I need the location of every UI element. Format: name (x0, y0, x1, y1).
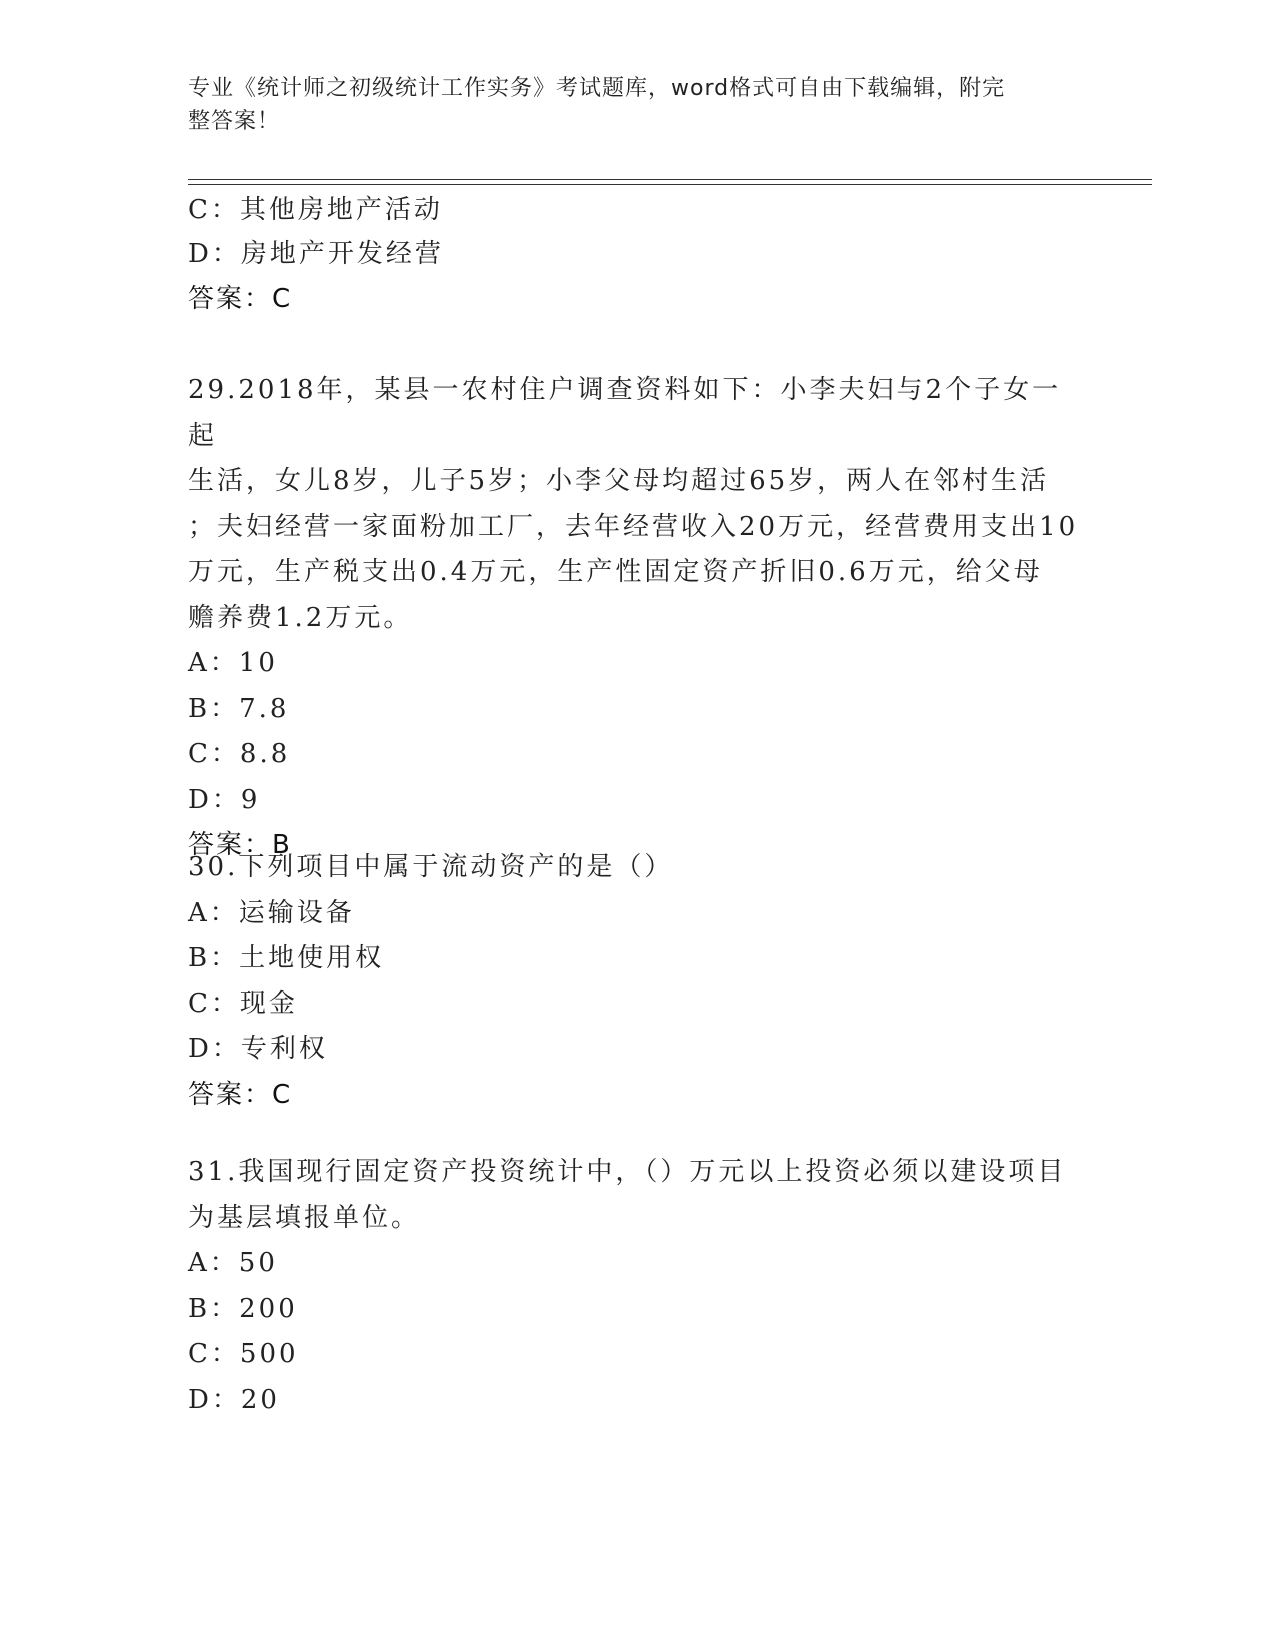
option-text: 7.8 (239, 693, 290, 724)
question-stem (188, 368, 1088, 459)
option-letter: B： (188, 1293, 240, 1324)
stem-line: 下列项目中属于流动资产的是（） (238, 852, 674, 882)
stem-line: ；夫妇经营一家面粉加工厂，去年经营收入20万元，经营费用支出10 (188, 511, 1079, 542)
option-text: 专利权 (240, 1034, 328, 1064)
question-30 (188, 845, 1088, 1118)
option-letter: A： (188, 897, 239, 928)
option-a (188, 641, 1088, 687)
option-letter: C： (188, 988, 240, 1019)
answer: 答案：C (188, 1079, 293, 1110)
option-text: 运输设备 (238, 897, 355, 928)
option-a (188, 1241, 1088, 1287)
option-text: 9 (240, 784, 261, 815)
option-letter: D： (188, 1384, 241, 1415)
option-a (188, 891, 1088, 937)
question-stem (188, 1150, 1088, 1196)
option-text: 现金 (239, 988, 298, 1019)
option-letter: C： (188, 195, 240, 225)
option-c (188, 732, 1088, 778)
option-letter: C： (188, 739, 240, 769)
option-b (188, 1287, 1088, 1333)
question-number: 31. (188, 1157, 239, 1187)
option-letter: D： (188, 239, 241, 269)
question-stem (188, 845, 1088, 891)
option-d (188, 1378, 1088, 1424)
option-letter: B： (188, 693, 240, 724)
option-text: 20 (240, 1384, 280, 1415)
option-b (188, 687, 1088, 733)
option-text: 土地使用权 (239, 943, 385, 973)
stem-line: 为基层填报单位。 (188, 1202, 421, 1233)
stem-line: 万元，生产税支出0.4万元，生产性固定资产折旧0.6万元，给父母 (188, 557, 1043, 587)
option-c (188, 1332, 1088, 1378)
question-number: 29. (188, 375, 239, 405)
option-letter: C： (188, 1339, 240, 1369)
header-divider-bottom (188, 184, 1152, 185)
option-b (188, 936, 1088, 982)
option-d (188, 778, 1088, 824)
question-29 (188, 368, 1088, 869)
option-text: 500 (239, 1339, 299, 1369)
question-number: 30. (188, 852, 239, 882)
prev-option-d (188, 239, 444, 269)
option-text: 50 (238, 1248, 278, 1278)
option-letter: A： (188, 648, 239, 678)
question-31 (188, 1150, 1088, 1423)
option-text: 房地产开发经营 (240, 239, 444, 269)
option-text: 200 (239, 1293, 298, 1324)
option-letter: D： (188, 784, 241, 815)
prev-answer: 答案：C (188, 284, 293, 314)
header-line-2: 整答案！ (188, 109, 281, 134)
option-text: 其他房地产活动 (239, 195, 443, 225)
option-c (188, 982, 1088, 1028)
prev-option-c (188, 195, 443, 225)
option-text: 8.8 (239, 739, 291, 769)
option-d (188, 1027, 1088, 1073)
option-text: 10 (238, 648, 278, 678)
header-line-1: 专业《统计师之初级统计工作实务》考试题库，word格式可自由下载编辑，附完 (188, 76, 1006, 101)
stem-line: 赡养费1.2万元。 (188, 602, 413, 633)
option-letter: D： (188, 1034, 241, 1064)
document-header (188, 72, 1088, 138)
option-letter: B： (188, 943, 240, 973)
answer: 答案：B (188, 830, 292, 860)
stem-line: 我国现行固定资产投资统计中，（）万元以上投资必须以建设项目 (238, 1157, 1067, 1187)
option-letter: A： (188, 1248, 239, 1278)
header-divider-top (188, 179, 1152, 180)
stem-line: 2018年，某县一农村住户调查资料如下：小李夫妇与2个子女一起 (188, 375, 1062, 451)
stem-line: 生活，女儿8岁，儿子5岁；小李父母均超过65岁，两人在邻村生活 (188, 466, 1050, 496)
